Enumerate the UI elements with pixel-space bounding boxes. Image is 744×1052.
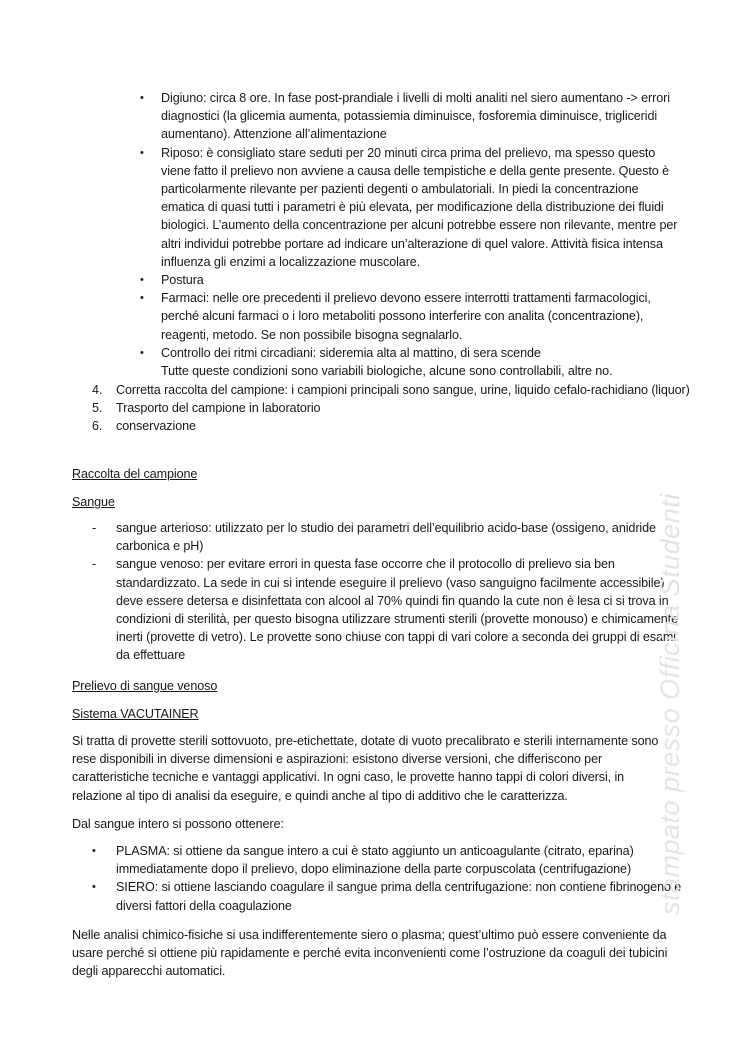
list-item: • Digiuno: circa 8 ore. In fase post-prandiale i livelli di molti analiti nel siero aumentano -> errori diagnostici (la glicemia aumenta, potassiemia diminuisce, fosforemia diminuisce, trigliceridi aumentano). Attenzione all’alimentazione [140, 89, 680, 144]
item-number: 4. [92, 383, 103, 397]
dash-list [92, 519, 682, 665]
paragraph-vacutainer: Si tratta di provette sterili sottovuoto, pre-etichettate, dotate di vuoto precalibrato e sterili internamente sono rese disponibili in diverse dimensioni e aspirazioni: esistono diverse versioni, che differiscono per caratteristiche tecniche e vantaggi applicativi. In ogni caso, le provette hanno tappi di colori diversi, in relazione al tipo di analisi da eseguire, e quindi anche al tipo di additivo che le caratterizza. [72, 734, 659, 803]
dash-item [92, 555, 682, 664]
dash-marker: - [92, 521, 97, 535]
heading-sangue: Sangue [72, 495, 115, 509]
list-item: • PLASMA: si ottiene da sangue intero a cui è stato aggiunto un anticoagulante (citrato, eparina) immediatamente dopo il prelievo, dopo eliminazione della parte corpuscolata (centrifugazione) [92, 842, 682, 878]
item-text: Corretta raccolta del campione: i campioni principali sono sangue, urine, liquido cefalo-rachidiano (liquor) [116, 383, 690, 397]
dash-marker: - [92, 557, 97, 572]
paragraph-intro: Dal sangue intero si possono ottenere: [72, 817, 284, 831]
bullet-list [92, 842, 682, 915]
list-trailing-note: Tutte queste condizioni sono variabili biologiche, alcune sono controllabili, altre no. [161, 364, 613, 379]
heading-vacutainer: Sistema VACUTAINER [72, 707, 199, 721]
list-item: • Farmaci: nelle ore precedenti il prelievo devono essere interrotti trattamenti farmacologici, perché alcuni farmaci o i loro metaboliti possono interferire con analita (concentrazione), reagenti, metodo. Se non possibile bisogna segnalarlo. [140, 289, 680, 344]
item-text: Trasporto del campione in laboratorio [116, 401, 321, 416]
dash-item [92, 519, 682, 555]
nested-bullet-list [140, 89, 680, 380]
list-item: • Riposo: è consigliato stare seduti per 20 minuti circa prima del prelievo, ma spesso questo viene fatto il prelievo non avviene a causa delle tempistiche e della gente presente. Questo è particolarmente rilevante per pazienti degenti o ambulatoriali. In piedi la concentrazione ematica di quasi tutti i parametri è più elevata, per modificazione della distribuzione dei fluidi biologici. L’aumento della concentrazione per alcuni potrebbe essere non rilevante, mentre per altri individui potrebbe portare ad indicare un’alterazione di quel valore. Attività fisica intensa influenza gli enzimi a localizzazione muscolare. [140, 144, 680, 271]
paragraph-final: Nelle analisi chimico-fisiche si usa indifferentemente siero o plasma; quest’ultimo può essere conveniente da usare perché si ottiene più rapidamente e perché evita inconvenienti come l’ostruzione da coaguli dei tubicini degli apparecchi automatici. [72, 928, 668, 979]
item-number: 6. [92, 419, 103, 434]
numbered-item [92, 399, 692, 417]
item-text: conservazione [116, 419, 196, 434]
list-item: • Controllo dei ritmi circadiani: sideremia alta al mattino, di sera scende [140, 344, 680, 362]
item-text: sangue venoso: per evitare errori in questa fase occorre che il protocollo di prelievo sia ben standardizzato. La sede in cui si intende eseguire il prelievo (vaso sanguigno facilmente accessibile) deve essere detersa e disinfettata con alcool al 70% quindi fin quando la cute non è lesa ci si trova in condizioni di sterilità, per questo bisogna utilizzare strumenti sterili (provette monouso) e chimicamente inerti (provette di vetro). Le provette sono chiuse con tappi di vari colore a seconda dei gruppi di esami da effettuare [116, 557, 678, 663]
numbered-item [92, 417, 692, 435]
list-item: • Postura [140, 271, 680, 289]
item-text: sangue arterioso: utilizzato per lo studio dei parametri dell’equilibrio acido-base (ossigeno, anidride carbonica e pH) [116, 521, 656, 554]
watermark: stampato presso Officina Studenti [655, 493, 685, 915]
numbered-list [92, 381, 692, 436]
list-item: • SIERO: si ottiene lasciando coagulare il sangue prima della centrifugazione: non contiene fibrinogeno e diversi fattori della coagulazione [92, 878, 682, 914]
item-number: 5. [92, 401, 103, 416]
heading-prelievo: Prelievo di sangue venoso [72, 679, 218, 693]
heading-raccolta: Raccolta del campione [72, 467, 198, 481]
numbered-item [92, 381, 692, 399]
